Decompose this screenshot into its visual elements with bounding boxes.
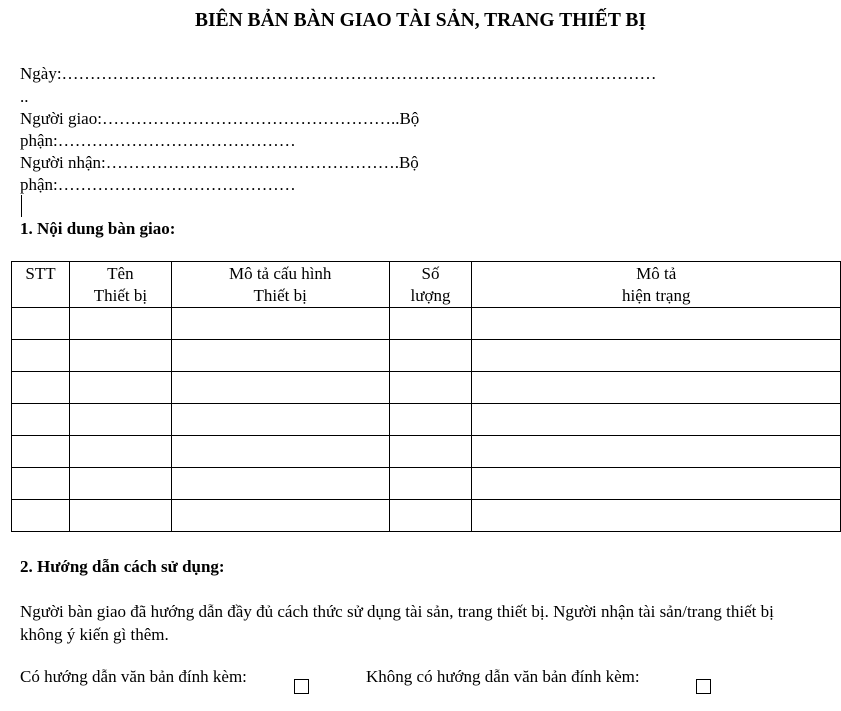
table-cell[interactable] (389, 308, 472, 340)
table-cell[interactable] (389, 372, 472, 404)
table-cell[interactable] (389, 468, 472, 500)
table-row (12, 436, 841, 468)
document-title: BIÊN BẢN BÀN GIAO TÀI SẢN, TRANG THIẾT BỊ (195, 10, 646, 31)
table-cell[interactable] (389, 340, 472, 372)
attachment-with-label: Có hướng dẫn văn bản đính kèm: (20, 667, 247, 686)
table-cell[interactable] (472, 372, 841, 404)
table-cell[interactable] (171, 468, 389, 500)
giver-line: Người giao:……………………………………………..Bộ (20, 109, 420, 128)
receiver-department-line: phận:…………………………………… (20, 175, 296, 194)
table-row (12, 468, 841, 500)
table-row (12, 308, 841, 340)
table-cell[interactable] (12, 468, 70, 500)
date-line: Ngày:…………………………………………………………………………………………… (20, 64, 657, 83)
table-cell[interactable] (472, 308, 841, 340)
table-cell[interactable] (171, 404, 389, 436)
table-cell[interactable] (472, 436, 841, 468)
table-cell[interactable] (171, 372, 389, 404)
table-cell[interactable] (69, 500, 171, 532)
table-cell[interactable] (171, 436, 389, 468)
table-cell[interactable] (389, 500, 472, 532)
column-header-quantity: Số lượng (389, 262, 472, 308)
date-line-continuation: .. (20, 87, 29, 106)
table-cell[interactable] (472, 340, 841, 372)
table-cell[interactable] (69, 340, 171, 372)
table-cell[interactable] (472, 500, 841, 532)
receiver-line: Người nhận:…………………………………………….Bộ (20, 153, 419, 172)
table-cell[interactable] (12, 500, 70, 532)
table-cell[interactable] (69, 404, 171, 436)
table-cell[interactable] (171, 500, 389, 532)
attachment-without-label: Không có hướng dẫn văn bản đính kèm: (366, 667, 640, 686)
giver-department-line: phận:…………………………………… (20, 131, 296, 150)
table-cell[interactable] (69, 436, 171, 468)
column-header-configuration: Mô tả cấu hình Thiết bị (171, 262, 389, 308)
table-cell[interactable] (12, 372, 70, 404)
table-row (12, 340, 841, 372)
table-cell[interactable] (12, 308, 70, 340)
column-header-device-name: Tên Thiết bị (69, 262, 171, 308)
usage-paragraph: Người bàn giao đã hướng dẫn đầy đủ cách thức sử dụng tài sản, trang thiết bị. Người nhận tài sản/trang thiết bị không ý kiến gì thêm. (20, 602, 774, 644)
table-header-row (12, 262, 841, 308)
table-cell[interactable] (69, 468, 171, 500)
column-header-stt: STT (12, 262, 70, 308)
table-cell[interactable] (69, 372, 171, 404)
table-row (12, 372, 841, 404)
text-cursor (21, 195, 22, 217)
table-cell[interactable] (12, 404, 70, 436)
section-1-heading: 1. Nội dung bàn giao: (20, 219, 176, 238)
handover-table (11, 261, 841, 532)
table-row (12, 500, 841, 532)
table-cell[interactable] (12, 340, 70, 372)
table-cell[interactable] (171, 308, 389, 340)
table-cell[interactable] (389, 404, 472, 436)
table-cell[interactable] (389, 436, 472, 468)
table-cell[interactable] (472, 404, 841, 436)
table-row (12, 404, 841, 436)
table-cell[interactable] (12, 436, 70, 468)
table-cell[interactable] (472, 468, 841, 500)
section-2-heading: 2. Hướng dẫn cách sử dụng: (20, 557, 225, 576)
attachment-without-checkbox[interactable] (696, 679, 711, 694)
table-body (12, 308, 841, 532)
column-header-condition: Mô tả hiện trạng (472, 262, 841, 308)
table-cell[interactable] (69, 308, 171, 340)
attachment-with-checkbox[interactable] (294, 679, 309, 694)
table-cell[interactable] (171, 340, 389, 372)
